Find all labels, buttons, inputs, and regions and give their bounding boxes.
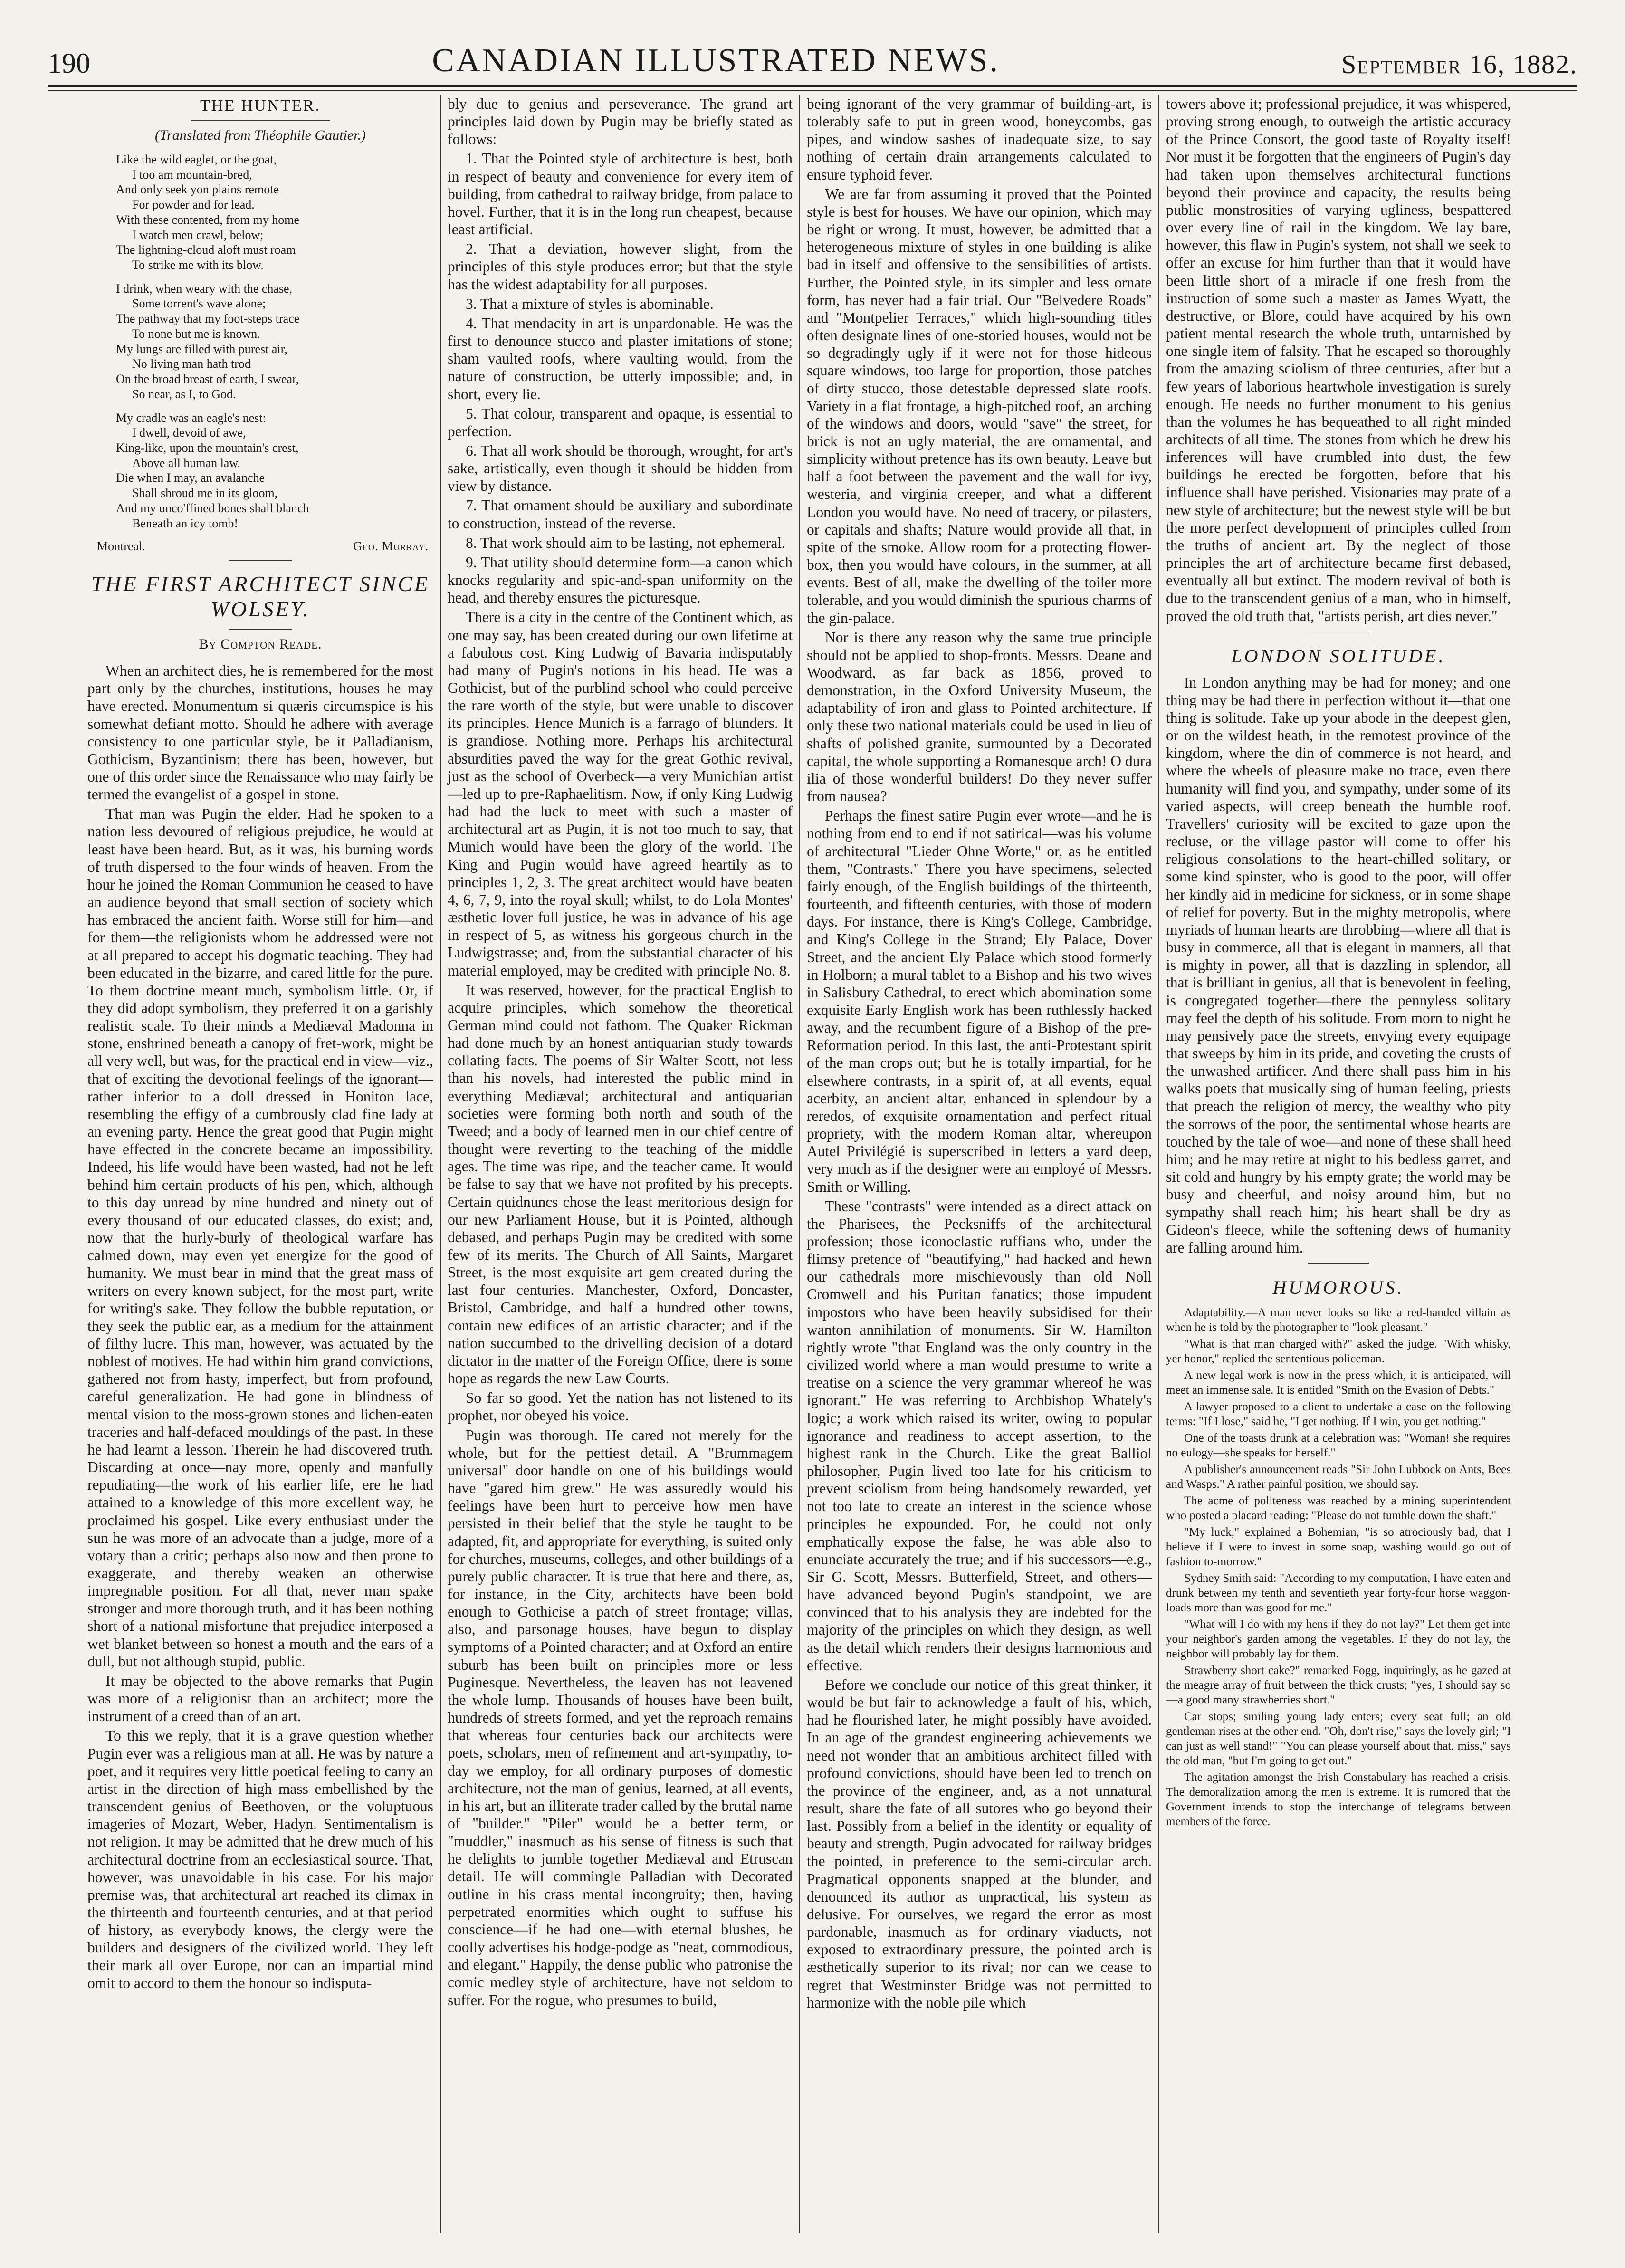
article-paragraph: To this we reply, that it is a grave question whether Pugin ever was a religious man at all. He was by nature a poet, and it requires very little poetical feeling to carry an artist in the direction of high mass embellished by the transcendent genius of Beethoven, or the voluptuous imageries of Mozart, Weber, Hadyn. Sentimentalism is not religion. It may be admitted that he drew much of his architectural doctrine from an ecclesiastical source. That, however, was unavoidable in his case. For his major premise was, that architectural art reached its climax in the thirteenth and fourteenth centuries, and at that period of history, as everybody knows, the clergy were the builders and designers of the civilized world. They left their mark all over Europe, nor can an impartial mind omit to accord to them the honour so indisputa-: [87, 1727, 433, 1991]
poem-place: Montreal.: [97, 539, 145, 554]
humor-item: "My luck," explained a Bohemian, "is so atrociously bad, that I believe if I were to invest in some soap, washing would go out of fashion to-morrow.": [1166, 1525, 1511, 1568]
column-2: [440, 95, 799, 2233]
humor-item: One of the toasts drunk at a celebration was: "Woman! she requires no eulogy—she speaks for herself.": [1166, 1431, 1511, 1459]
article-paragraph: That man was Pugin the elder. Had he spoken to a nation less devoured of religious prejudice, he would at least have been heard. But, as it was, his burning words of truth dispersed to the four winds of heaven. From the hour he joined the Roman Communion he ceased to have an audience beyond that small section of society which has embraced the ancient faith. Worse still for him—and for them—the religionists whom he addressed were not at all prepared to accept his dogmatic teaching. They had been educated in the bizarre, and cared little for the pure. To them doctrine meant much, symbolism little. Or, if they did adopt symbolism, they preferred it on a garishly realistic scale. To their minds a Mediæval Madonna in stone, enshrined beneath a canopy of fret-work, might be all very well, but was, for the practical end in view—viz., that of exciting the devotional feelings of the ignorant—rather inferior to a doll dressed in Honiton lace, resembling the effigy of a cumbrously clad fine lady at an evening party. Hence the great good that Pugin might have effected in the concrete became an impossibility. Indeed, his life would have been wasted, had not he left behind him certain products of his pen, which, although to this day unread by nine hundred and ninety out of every thousand of our educated classes, do exist; and, now that the hurly-burly of theological warfare has calmed down, may even yet energize for the good of humanity. We must bear in mind that the great mass of writers on every known subject, for the most part, write for writing's sake. They follow the bubble reputation, or they seek the public ear, as a medium for the attainment of filthy lucre. This man, however, was actuated by the noblest of motives. He had within him grand convictions, gathered not from hasty, imperfect, but from profound, careful generalization. He had gone in blindness of mental vision to the moss-grown stones and lichen-eaten traceries and half-defaced mouldings of the past. In these he had learnt a lesson. Therein he had discovered truth. Discarding at once—nay more, openly and manfully repudiating—the work of his earlier life, ere he had attained to a knowledge of this more excellent way, he proclaimed his gospel. Like every enthusiast under the sun he was more of an advocate than a judge, more of a votary than a critic; perhaps also now and then prone to exaggerate, and thereby weaken an otherwise impregnable position. For all that, never man spake stronger and more thorough truth, and it has been nothing short of a national misfortune that prejudice interposed a wet blanket between so honest a mouth and the ears of a dull, but not although stupid, public.: [87, 805, 433, 1670]
section-divider: [1308, 1263, 1370, 1264]
principle-item: 5. That colour, transparent and opaque, is essential to perfection.: [448, 405, 793, 440]
humor-item: The acme of politeness was reached by a mining superintendent who posted a placard reading: "Please do not tumble down the shaft.": [1166, 1494, 1511, 1522]
article-paragraph: Nor is there any reason why the same true principle should not be applied to shop-fronts. Messrs. Deane and Woodward, as far back as 1856, proved to demonstration, in the Oxford University Museum, the adaptability of iron and glass to Pointed architecture. If only these two national materials could be used in lieu of shafts of polished granite, surmounted by a Decorated capital, the whole supporting a Romanesque arch! O dura ilia of those wonderful builders! Do they never suffer from nausea?: [807, 629, 1152, 805]
page-number: 190: [48, 48, 90, 79]
article-paragraph: These "contrasts" were intended as a direct attack on the Pharisees, the Pecksniffs of the architectural profession; those iconoclastic ruffians who, under the flimsy pretence of "beautifying," had hacked and hewn our cathedrals more mischievously than old Noll Cromwell and his Puritan fanatics; those impudent impostors who have been heavily subsidised for their wanton annihilation of monuments. Sir W. Hamilton rightly wrote "that England was the only country in the civilized world where a man would presume to write a treatise on a science the very grammar whereof he was ignorant." He was referring to Archbishop Whately's logic; a work which raised its writer, owing to popular ignorance and readiness to accept assertion, to the highest rank in the Church. Like the great Balliol philosopher, Pugin lived too late for his criticism to prevent sciolism from being handsomely rewarded, yet not too late to create an interest in the science whose principles he expounded. For, he could not only emphatically expose the false, he was able also to enunciate accurately the true; and if his successors—e.g., Sir G. Scott, Messrs. Butterfield, Street, and others—have advanced beyond Pugin's standpoint, we are convinced that to his analysis they are indebted for the majority of the principles on which they design, as well as the detail which renders their designs harmonious and effective.: [807, 1197, 1152, 1674]
poem-author: Geo. Murray.: [353, 539, 429, 554]
article-paragraph: There is a city in the centre of the Continent which, as one may say, has been created during our own lifetime at a fabulous cost. King Ludwig of Bavaria indisputably had many of Pugin's notions in his head. He was a Gothicist, but of the purblind school who could perceive the rare worth of the style, but were unable to discover its principles. Hence Munich is a farrago of blunders. It is grandiose. Nothing more. Perhaps his architectural absurdities paved the way for the great Gothic revival, just as the school of Overbeck—a very Munichian artist—led up to pre-Raphaelitism. Now, if only King Ludwig had had the luck to meet with such a master of architectural art as Pugin, it is not too much to say, that Munich would have been the glory of the world. The King and Pugin would have agreed heartily as to principles 1, 2, 3. The great architect would have beaten 4, 6, 7, 9, into the royal skull; whilst, to do Lola Montes' æsthetic lover full justice, he was in advance of his age in respect of 5, as witness his gorgeous church in the Ludwigstrasse; and, from the substantial character of his material employed, may be credited with principle No. 8.: [448, 609, 793, 979]
article-paragraph: It may be objected to the above remarks that Pugin was more of a religionist than an architect; more the instrument of a creed than of an art.: [87, 1672, 433, 1725]
poem-stanza: I drink, when weary with the chase, Some torrent's wave alone; The pathway that my foot-steps trace To none but me is known. My lungs are filled with purest air, No living man hath trod On the broad breast of earth, I swear, So near, as I, to God.: [116, 281, 300, 401]
issue-date: September 16, 1882.: [1341, 50, 1577, 79]
principle-item: 3. That a mixture of styles is abominable.: [466, 295, 714, 312]
poem-signature: [97, 539, 429, 554]
article-paragraph: Perhaps the finest satire Pugin ever wrote—and he is nothing from end to end if not satirical—was his volume of architectural "Lieder Ohne Worte," or, as he entitled them, "Contrasts." There you have specimens, selected fairly enough, of the English buildings of the thirteenth, fourteenth, and fifteenth centuries, with those of modern days. For instance, there is King's College, Cambridge, and King's College in the Strand; Ely Palace, Dover Street, and the ancient Ely Palace which stood formerly in Holborn; a mural tablet to a Bishop and his two wives in Salisbury Cathedral, to erect which abomination some exquisite Early English work has been ruthlessly hacked away, and the recumbent figure of a Bishop of the pre-Reformation period. In this last, the anti-Protestant spirit of the man crops out; but he is totally impartial, for he elsewhere contrasts, in a spirit of, at all events, equal acerbity, an ancient altar, enhanced in splendour by a reredos, of exquisite ornamentation and perfect ritual propriety, with the modern Roman altar, whereupon Autel Privilégié is superscribed in letters a yard deep, very much as if the designer were an employé of Messrs. Smith or Willing.: [807, 807, 1152, 1195]
article-paragraph: towers above it; professional prejudice, it was whispered, proving strong enough, to outweigh the artistic accuracy of the Prince Consort, the good taste of Royalty itself! Nor must it be forgotten that the engineers of Pugin's day had taken upon themselves architectural functions beyond their province and capacity, the results being public monstrosities of varying ugliness, bespattered over every line of rail in the kingdom. We lay bare, however, this flaw in Pugin's system, not shall we seek to offer an excuse for him further than that it would have been little short of a miracle if one fresh from the instruction of some such a master as James Wyatt, the destructive, or Blore, could have acquired by his own patient mental research the whole truth, untarnished by one single item of falsity. That he escaped so thoroughly from the amazing sciolism of three centuries, after but a few years of laborious heartwhole investigation is surely enough. He needs no further monument to his genius than the volumes he has bequeathed to all right minded architects of all time. The stones from which he drew his inferences will have crumbled into dust, the few buildings he erected be forgotten, before that his influence shall have perished. Visionaries may prate of a new style of architecture; but the newest style will be but the more perfect development of principles culled from the truths of ancient art. By the neglect of those principles the art of architecture became first debased, eventually all but extinct. The modern revival of both is due to the transcendent genius of a man, who in himself, proved the old truth that, "artists perish, art dies never.": [1166, 96, 1511, 624]
humor-item: Adaptability.—A man never looks so like a red-handed villain as when he is told by the photographer to "look pleasant.": [1166, 1306, 1511, 1334]
humorous-section: [1166, 1305, 1511, 1829]
article-paragraph: Before we conclude our notice of this great thinker, it would be but fair to acknowledge a fault of his, which, had he flourished later, he might possibly have avoided. In an age of the grandest engineering achievements we need not wonder that an ambitious architect filled with profound convictions, should have been led to trench on the province of the engineer, and, as a not unnatural result, share the fate of all sutores who go beyond their last. Possibly from a belief in the identity or equality of beauty and strength, Pugin advocated for railway bridges the pointed, in preference to the semi-circular arch. Pragmatical opponents snapped at the blunder, and denounced its author as unpractical, his system as delusive. For ourselves, we regard the error as most pardonable, inasmuch as for ordinary viaducts, not exposed to extraordinary pressure, the pointed arch is æsthetically superior to its rival; nor can we cease to regret that Westminster Bridge was not permitted to harmonize with the noble pile which: [807, 1676, 1152, 2011]
article-columns: [81, 95, 1563, 2233]
london-title: LONDON SOLITUDE.: [1231, 645, 1446, 667]
humor-item: Strawberry short cake?" remarked Fogg, inquiringly, as he gazed at the meagre array of fruit between the thick crusts; "yes, I should say so—a good many strawberries short.": [1166, 1664, 1511, 1706]
humor-item: "What is that man charged with?" asked the judge. "With whisky, yer honor," replied the sententious policeman.: [1166, 1337, 1511, 1365]
poem-subtitle: (Translated from Théophile Gautier.): [155, 127, 366, 143]
column-4: [1158, 95, 1518, 2233]
article-byline: By Compton Reade.: [199, 636, 322, 652]
poem-stanza: My cradle was an eagle's nest: I dwell, devoid of awe, King-like, upon the mountain's crest, Above all human law. Die when I may, an avalanche Shall shroud me in its gloom, And my unco'ffined bones shall blanch Beneath an icy tomb!: [116, 411, 309, 530]
principle-item: 9. That utility should determine form—a canon which knocks regularity and spic-and-span uniformity on the head, and thereby ensures the picturesque.: [448, 554, 793, 606]
article-paragraph: being ignorant of the very grammar of building-art, is tolerably safe to put in green wood, honeycombs, gas pipes, and window sashes of inadequate size, to say nothing of certain drain arrangements calculated to ensure typhoid fever.: [807, 96, 1152, 183]
london-paragraph: In London anything may be had for money; and one thing may be had there in perfection without it—that one thing is solitude. Take up your abode in the deepest glen, or on the wildest heath, in the remotest province of the kingdom, where the din of commerce is not heard, and where the wheels of pleasure make no trace, even there humanity will find you, and sympathy, under some of its varied aspects, will creep beneath the humble roof. Travellers' curiosity will be excited to gaze upon the recluse, or the village pastor will come to offer his religious consolations to the heart-chilled solitary, or some kind spinster, who is good to the poor, will offer her kindly aid in medicine for sickness, or in some shape of relief for poverty. But in the mighty metropolis, where myriads of human hearts are throbbing—where all that is busy in commerce, all that is elegant in manners, all that is mighty in power, all that is dazzling in splendor, all that is brilliant in genius, all that is benevolent in feeling, is congregated together—there the pennyless solitary may feel the depth of his solitude. From morn to night he may pensively pace the streets, envying every equipage that sweeps by him in its pride, and coveting the crusts of the unwashed artificer. And there shall pass him in his walks poets that musically sing of human feeling, priests that preach the religion of mercy, the wealthy who pity the sorrows of the poor, the sentimental whose hearts are touched by the tale of woe—and none of these shall heed him; and he may retire at night to his bedless garret, and sit cold and hungry by his empty grate; the world may be busy and cheerful, and noisy around him, but no sympathy shall reach him; his heart shall be dry as Gideon's fleece, while the softening dews of humanity are falling around him.: [1166, 674, 1511, 1256]
article-paragraph: We are far from assuming it proved that the Pointed style is best for houses. We have our opinion, which may be right or wrong. It must, however, be admitted that a heterogeneous mixture of styles in one building is alike bad in itself and offensive to the sensibilities of artists. Further, the Pointed style, in its simpler and less ornate form, has never had a fair trial. Our "Belvedere Roads" and "Montpelier Terraces," which high-sounding titles often designate lines of one-storied houses, would not be so degradingly ugly if it were not for those hideous square windows, too large for proportion, those patches of dirty stucco, those detestable depressed slate roofs. Variety in a flat frontage, a high-pitched roof, an arching of the windows and doors, would "save" the street, for brick is not an ugly material, the are ornamental, and simplicity without pretence has its own beauty. Leave but half a foot between the pavement and the wall for ivy, westeria, and virginia creeper, and what a different London you would have. No need of tracery, or pilasters, or capitals and shafts; Nature would provide all that, in spite of the smoke. Allow room for a protecting flower-box, then you would have colours, in the summer, at all events. Best of all, make the dwelling of the toiler more tolerable, and you would diminish the spurious charms of the gin-palace.: [807, 185, 1152, 626]
humor-item: Sydney Smith said: "According to my computation, I have eaten and drunk between my tenth and seventieth year forty-four horse waggon-loads more than was good for me.": [1166, 1571, 1511, 1614]
humor-item: A lawyer proposed to a client to undertake a case on the following terms: "If I lose," said he, "I get nothing. If I win, you get nothing.": [1166, 1400, 1511, 1428]
article-paragraph: Pugin was thorough. He cared not merely for the whole, but for the pettiest detail. A "Brummagem universal" door handle on one of his buildings would have "gared him grew." He was assuredly would his feelings have been hurt to perceive how men have persisted in their belief that the style he taught to be adapted, fit, and appropriate for everything, is suited only for churches, museums, colleges, and other buildings of a purely public character. It is true that here and there, as, for instance, in the City, architects have been bold enough to Gothicise a patch of street frontage; villas, also, and parsonage houses, have begun to display symptoms of a Pointed character; and at Oxford an entire suburb has been built on principles more or less Puginesque. Nevertheless, the leaven has not leavened the whole lump. Thousands of houses have been built, hundreds of streets formed, and yet the reproach remains that whereas four centuries back our architects were poets, scholars, men of refinement and art-sympathy, to-day we employ, for all ordinary purposes of domestic architecture, not the man of genius, learned, at all events, in his art, but an illiterate trader called by the brutal name of "builder." "Piler" would be a better term, or "muddler," inasmuch as his sense of fitness is such that he delights to jumble together Mediæval and Etruscan detail. He will commingle Palladian with Decorated outline in his crass mental incongruity; then, having perpetrated enormities which ought to suffuse his conscience—if he had one—with eternal blushes, he coolly advertises his hodge-podge as "neat, commodious, and elegant." Happily, the dense public who patronise the comic medley style of architecture, have not seldom to suffer. For the rogue, who presumes to build,: [448, 1426, 793, 2009]
poem-title: THE HUNTER.: [191, 97, 329, 121]
humor-item: A new legal work is now in the press which, it is anticipated, will meet an immense sale. It is entitled "Smith on the Evasion of Debts.": [1166, 1368, 1511, 1397]
principle-item: 2. That a deviation, however slight, from the principles of this style produces error; but that the style has the widest adaptability for all purposes.: [448, 240, 793, 293]
section-divider: [229, 560, 291, 561]
poem-stanza: Like the wild eaglet, or the goat, I too am mountain-bred, And only seek yon plains remote For powder and for lead. With these contented, from my home I watch men crawl, below; The lightning-cloud aloft must roam To strike me with its blow.: [116, 153, 299, 272]
poem-body: [116, 152, 433, 531]
article-title: THE FIRST ARCHITECT SINCE WOLSEY.: [91, 572, 430, 622]
principle-item: 4. That mendacity in art is unpardonable. He was the first to denounce stucco and plaster imitations of stone; sham vaulted roofs, where vaulting would, from the nature of construction, be utterly impossible; and, in short, every lie.: [448, 315, 793, 402]
article-paragraph: When an architect dies, he is remembered for the most part only by the churches, institutions, houses he may have erected. Monumentum si quæris circumspice is his somewhat defiant motto. Should he adhere with average consistency to one particular style, be it Palladianism, Gothicism, Byzantinism; there has been, however, but one of this order since the Renaissance who may fairly be termed the evangelist of a gospel in stone.: [87, 662, 433, 803]
principle-item: 1. That the Pointed style of architecture is best, both in respect of beauty and convenience for every item of building, from cathedral to railway bridge, from palace to hovel. Further, that it is in the long run cheapest, because least artificial.: [448, 150, 793, 238]
column-1: [81, 95, 440, 2233]
humorous-title: HUMOROUS.: [1272, 1276, 1405, 1298]
masthead-rule: [48, 85, 1577, 91]
principle-item: 7. That ornament should be auxiliary and subordinate to construction, instead of the reverse.: [448, 497, 793, 532]
humor-item: The agitation amongst the Irish Constabulary has reached a crisis. The demoralization among the men is extreme. It is rumored that the Government intends to stop the interchange of telegrams between members of the force.: [1166, 1770, 1511, 1828]
article-paragraph: So far so good. Yet the nation has not listened to its prophet, nor obeyed his voice.: [448, 1389, 793, 1424]
newspaper-title: CANADIAN ILLUSTRATED NEWS.: [432, 42, 1000, 79]
article-paragraph: bly due to genius and perseverance. The grand art principles laid down by Pugin may be briefly stated as follows:: [448, 96, 793, 148]
humor-item: A publisher's announcement reads "Sir John Lubbock on Ants, Bees and Wasps." A rather painful position, we should say.: [1166, 1463, 1511, 1491]
principle-item: 6. That all work should be thorough, wrought, for art's sake, artistically, even though it should be hidden from view by distance.: [448, 442, 793, 495]
humor-item: Car stops; smiling young lady enters; every seat full; an old gentleman rises at the other end. "Oh, don't rise," says the lovely girl; "I can just as well stand!" "You can please yourself about that, miss," says the old man, "but I'm going to get out.": [1166, 1710, 1511, 1767]
section-divider: [229, 629, 291, 630]
principle-item: 8. That work should aim to be lasting, not ephemeral.: [466, 534, 786, 551]
humor-item: "What will I do with my hens if they do not lay?" Let them get into your neighbor's garden among the vegetables. If they do not lay, the neighbor will probably lay for them.: [1166, 1617, 1511, 1660]
column-3: [799, 95, 1158, 2233]
masthead: [48, 28, 1577, 80]
article-paragraph: It was reserved, however, for the practical English to acquire principles, which somehow the theoretical German mind could not fathom. The Quaker Rickman had done much by an honest antiquarian study towards collating facts. The poems of Sir Walter Scott, not less than his novels, had interested the public mind in everything Mediæval; architectural and antiquarian societies were forming both north and south of the Tweed; and a body of learned men in our chief centre of thought were reverting to the teaching of the middle ages. The time was ripe, and the teacher came. It would be false to say that we have not profited by his precepts. Certain quidnuncs chose the least meritorious design for our new Parliament House, but it is Pointed, although debased, and perhaps Pugin may be credited with some few of its merits. The Church of All Saints, Margaret Street, is the most exquisite art gem created during the last four centuries. Manchester, Oxford, Doncaster, Bristol, Cambridge, and half a hundred other towns, contain new edifices of an artistic character; and if the nation succumbed to the drivelling decision of a dotard dictator in the matter of the Foreign Office, there is some hope as regards the new Law Courts.: [448, 981, 793, 1387]
